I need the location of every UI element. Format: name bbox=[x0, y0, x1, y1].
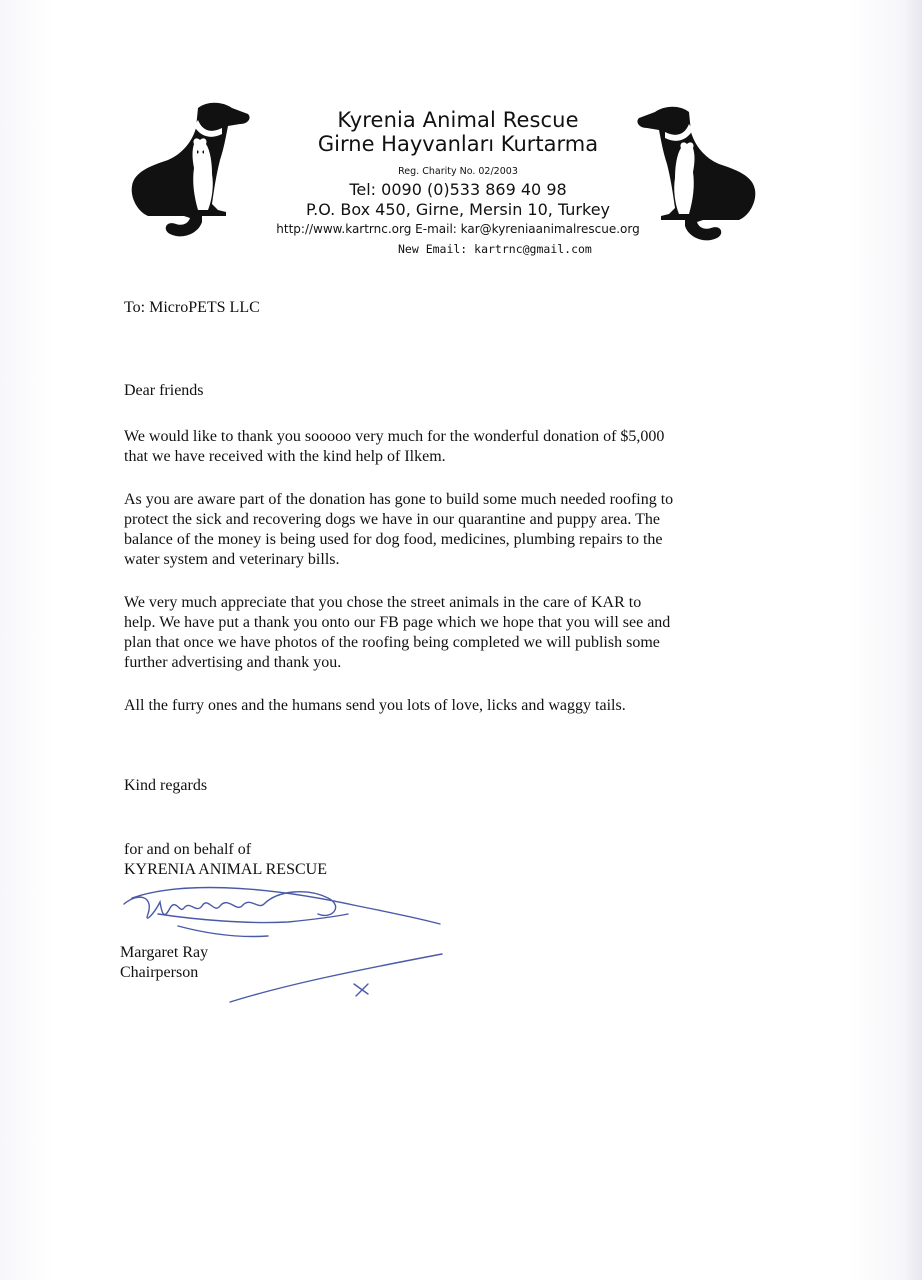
paragraph-line: help. We have put a thank you onto our FB page which we hope that you will see and bbox=[124, 614, 671, 631]
paragraph-line: As you are aware part of the donation has gone to build some much needed roofing to bbox=[124, 491, 674, 508]
paragraph-2 bbox=[124, 490, 764, 570]
paragraph-line: All the furry ones and the humans send you lots of love, licks and waggy tails. bbox=[124, 697, 626, 714]
paragraph-line: water system and veterinary bills. bbox=[124, 551, 340, 568]
recipient: To: MicroPETS LLC bbox=[124, 299, 260, 316]
salutation: Dear friends bbox=[124, 382, 204, 399]
paragraph-line: plan that once we have photos of the roofing being completed we will publish some bbox=[124, 634, 660, 651]
charity-registration: Reg. Charity No. 02/2003 bbox=[398, 166, 518, 177]
org-name-turkish: Girne Hayvanları Kurtarma bbox=[317, 132, 599, 156]
closing: Kind regards bbox=[124, 777, 208, 794]
postal-address: P.O. Box 450, Girne, Mersin 10, Turkey bbox=[305, 200, 611, 219]
web-and-email: http://www.kartrnc.org E-mail: kar@kyreniaanimalrescue.org bbox=[276, 222, 640, 236]
paragraph-line: We very much appreciate that you chose the street animals in the care of KAR to bbox=[124, 594, 642, 611]
new-email: New Email: kartrnc@gmail.com bbox=[398, 242, 592, 256]
organisation-line: KYRENIA ANIMAL RESCUE bbox=[124, 861, 327, 878]
org-name-english: Kyrenia Animal Rescue bbox=[337, 108, 579, 132]
signer-name: Margaret Ray bbox=[120, 944, 209, 961]
on-behalf-line: for and on behalf of bbox=[124, 841, 252, 858]
paragraph-1 bbox=[124, 427, 764, 467]
paragraph-line: further advertising and thank you. bbox=[124, 654, 342, 671]
paragraph-4 bbox=[124, 696, 764, 716]
paragraph-3 bbox=[124, 593, 764, 673]
paragraph-line: that we have received with the kind help of Ilkem. bbox=[124, 448, 446, 465]
paragraph-line: protect the sick and recovering dogs we have in our quarantine and puppy area. The bbox=[124, 511, 660, 528]
telephone: Tel: 0090 (0)533 869 40 98 bbox=[349, 180, 567, 199]
paragraph-line: balance of the money is being used for dog food, medicines, plumbing repairs to the bbox=[124, 531, 663, 548]
signer-title: Chairperson bbox=[120, 964, 199, 981]
paragraph-line: We would like to thank you sooooo very much for the wonderful donation of $5,000 bbox=[124, 428, 665, 445]
